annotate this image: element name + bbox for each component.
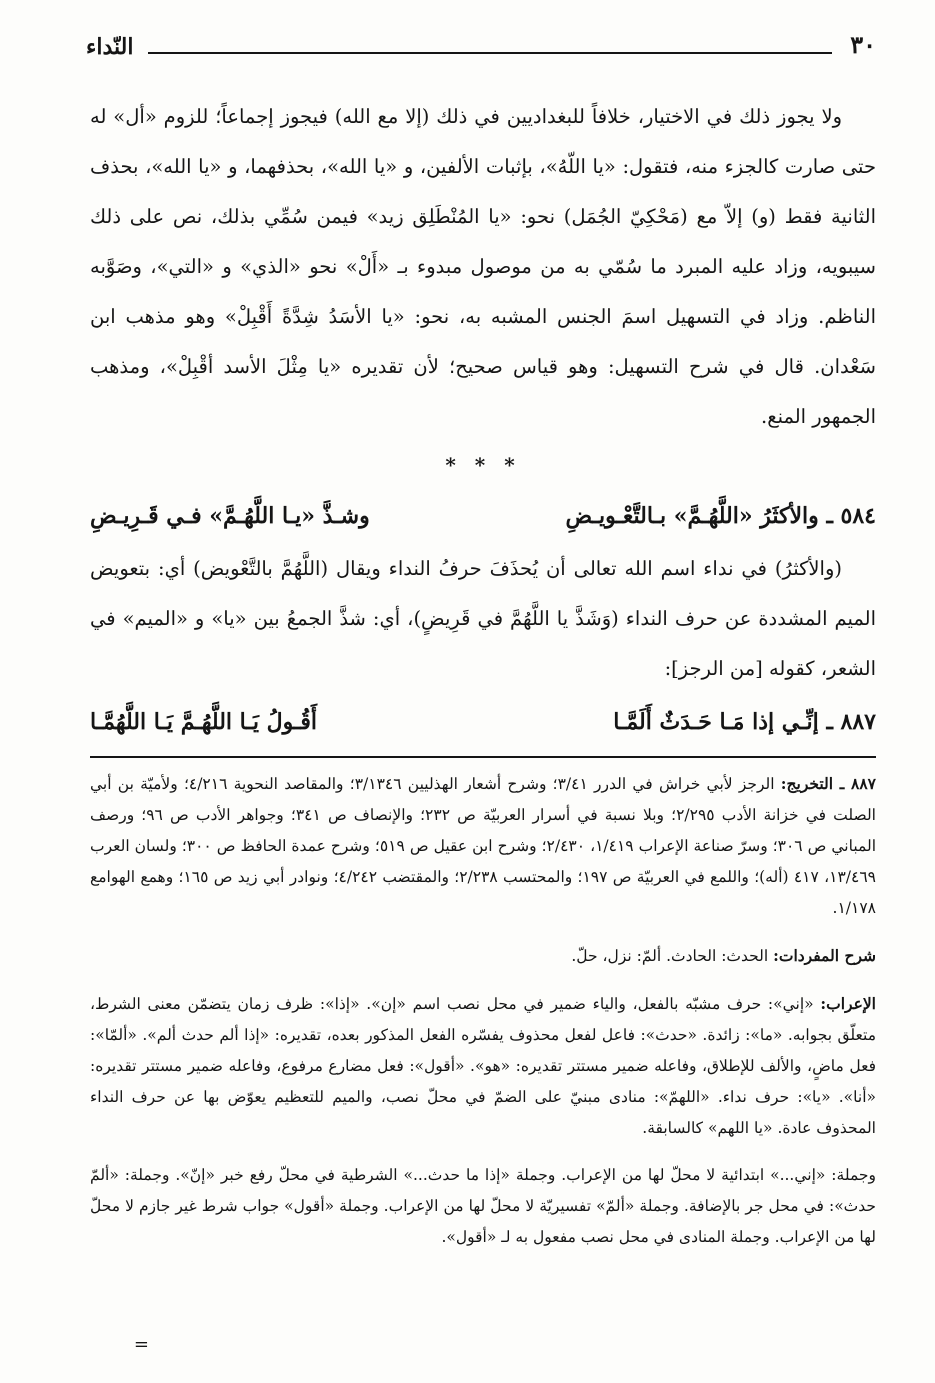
paragraph-2: (والأكثرُ) في نداء اسم الله تعالى أن يُحذَفَ حرفُ النداء ويقال (اللَّهُمَّ بالتَّعْويض) أي: بتعويض الميم المشددة عن حرف النداء (وَشَذَّ يا اللَّهُمَّ في قَرِيضٍ)، أي: شذَّ الجمعُ بين «يا» و «الميم» في الشعر، كقوله [من الرجز]: [90,557,876,680]
page-header [86,28,876,72]
irab-text: «إني»: حرف مشبّه بالفعل، والياء ضمير في محل نصب اسم «إن». «إذا»: ظرف زمان يتضمّن معنى الشرط، متعلّق بجوابه. «ما»: زائدة. «حدث»: فاعل لفعل محذوف يفسّره الفعل المذكور بعده، تقديره: «إذا ألم حدث ألم». «ألمّا»: فعل ماضٍ، والألف للإطلاق، وفاعله ضمير مستتر تقديره: «هو». «أقول»: فعل مضارع مرفوع، وفاعله ضمير مستتر تقديره: «أنا». «يا»: حرف نداء. «اللهمّ»: منادى مبنيّ على الضمّ في محلّ نصب، والميم للتعظيم يعوّض بها عن حرف النداء المحذوف عادة. «يا اللهم» كالسابقة. [90,995,876,1137]
footnote-irab [90,988,876,1144]
irab-label: الإعراب: [820,994,876,1013]
chapter-title: النّداء [86,34,134,60]
vocabulary-label: شرح المفردات: [773,946,876,965]
verse-584-second-hemistich: وشـذَّ «يـا اللَّهُـمَّ» فـي قَـرِيـضِ [90,503,370,529]
verse-887-first-hemistich: ٨٨٧ ـ إنِّـي إذا مَـا حَـدَثٌ أَلَمَّـا [613,709,876,735]
footnote-sentences: وجملة: «إني...» ابتدائية لا محلّ لها من الإعراب. وجملة «إذا ما حدث...» الشرطية في محلّ رفع خبر «إنّ». وجملة: «ألمّ حدث»: في محل جر بالإضافة. وجملة «ألمّ» تفسيريّة لا محلّ لها من الإعراب. وجملة «أقول» جواب شرط غير جازم لا محلّ لها من الإعراب. وجملة المنادى في محل نصب مفعول به لـ «أقول». [90,1166,876,1246]
footnote-rule [90,756,876,758]
page-number: ٣٠ [850,30,876,59]
verse-584 [90,488,876,544]
header-rule [148,52,832,54]
section-separator: * * * [445,453,521,477]
page-body [90,92,876,1253]
paragraph-1: ولا يجوز ذلك في الاختيار، خلافاً للبغداديين في ذلك (إلا مع الله) فيجوز إجماعاً؛ للزوم «أل» له حتى صارت كالجزء منه، فتقول: «يا اللّهُ»، بإثبات الألفين، و «يا الله»، بحذفهما، و «يا الله»، بحذف الثانية فقط (و) إلاّ مع (مَحْكِيّ الجُمَل) نحو: «يا المُنْطَلِق زيد» فيمن سُمِّي بذلك، نص على ذلك سيبويه، وزاد عليه المبرد ما سُمّي به من موصول مبدوء بـ «أَلْ» نحو «الذي» و «التي»، وصَوَّبه الناظم. وزاد في التسهيل اسمَ الجنس المشبه به، نحو: «يا الأسَدُ شِدَّةً أَقْبِلْ» وهو مذهب ابن سَعْدان. قال في شرح التسهيل: وهو قياس صحيح؛ لأن تقديره «يا مِثْلَ الأسد أقْبِلْ»، ومذهب الجمهور المنع. [90,105,876,428]
vocabulary-text: الحدث: الحادث. ألمّ: نزل، حلّ. [571,947,769,965]
footnote-takhrij [90,768,876,924]
book-page [86,28,876,1368]
footnote-vocabulary [90,940,876,972]
takhrij-text: الرجز لأبي خراش في الدرر ٣/٤١؛ وشرح أشعار الهذليين ٣/١٣٤٦؛ والمقاصد النحوية ٤/٢١٦؛ ولأميّة بن أبي الصلت في خزانة الأدب ٢/٢٩٥؛ وبلا نسبة في أسرار العربيّة ص ٢٣٢؛ والإنصاف ص ٣٤١؛ وجواهر الأدب ص ٩٦؛ ورصف المباني ص ٣٠٦؛ وسرّ صناعة الإعراب ١/٤١٩، ٢/٤٣٠؛ وشرح ابن عقيل ص ٥١٩؛ وشرح عمدة الحافظ ص ٣٠٠؛ ولسان العرب ١٣/٤٦٩، ٤١٧ (أله)؛ واللمع في العربيّة ص ١٩٧؛ والمحتسب ٢/٢٣٨؛ والمقتضب ٤/٢٤٢؛ ونوادر أبي زيد ص ١٦٥؛ وهمع الهوامع ١/١٧٨. [90,775,877,917]
takhrij-label: ٨٨٧ ـ التخريج: [780,774,877,793]
verse-887-second-hemistich: أَقُـولُ يَـا اللَّهُـمَّ يَـا اللَّهُمَّـا [90,709,318,735]
continuation-mark: = [133,1334,149,1355]
verse-887 [90,694,876,750]
verse-584-first-hemistich: ٥٨٤ ـ والأكثَرُ «اللَّهُـمَّ» بـالتَّعْـويـضِ [565,503,876,529]
